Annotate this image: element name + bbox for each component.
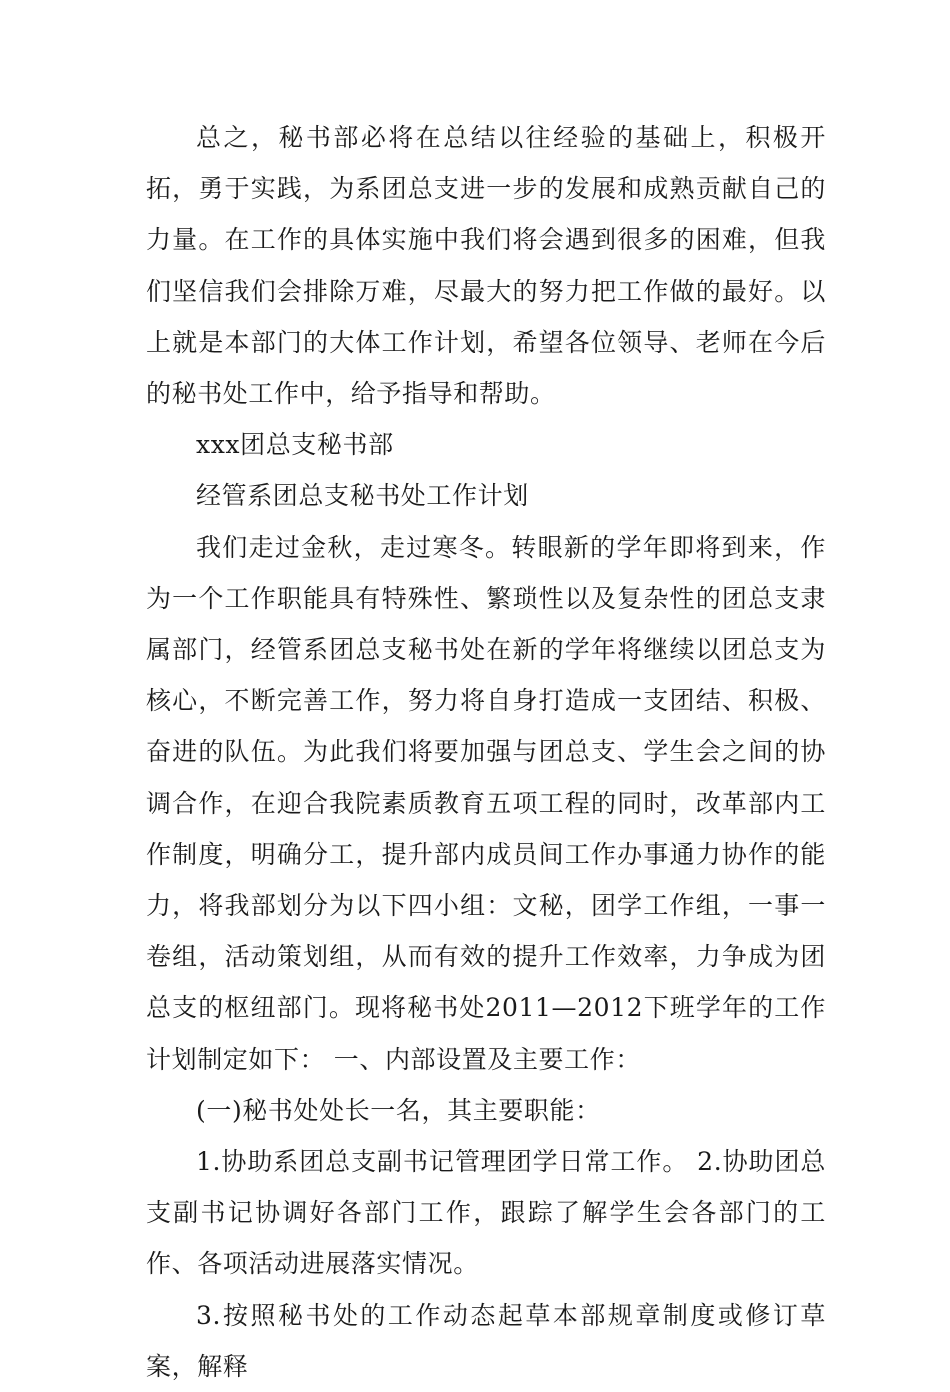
duties-paragraph: 1.协助系团总支副书记管理团学日常工作。 2.协助团总支副书记协调好各部门工作，跟踪了解学生会各部门的工作、各项活动进展落实情况。 bbox=[146, 1147, 826, 1279]
closing-paragraph: 总之，秘书部必将在总结以往经验的基础上，积极开拓，勇于实践，为系团总支进一步的发展和成熟贡献自己的力量。在工作的具体实施中我们将会遇到很多的困难，但我们坚信我们会排除万难，尽最大的努力把工作做的最好。以上就是本部门的大体工作计划，希望各位领导、老师在今后的秘书处工作中，给予指导和帮助。 bbox=[146, 123, 826, 409]
document-body bbox=[146, 112, 826, 1392]
signature-line: xxx团总支秘书部 bbox=[196, 430, 394, 460]
intro-paragraph: 我们走过金秋，走过寒冬。转眼新的学年即将到来，作为一个工作职能具有特殊性、繁琐性以及复杂性的团总支隶属部门，经管系团总支秘书处在新的学年将继续以团总支为核心，不断完善工作，努力将自身打造成一支团结、积极、奋进的队伍。为此我们将要加强与团总支、学生会之间的协调合作，在迎合我院素质教育五项工程的同时，改革部内工作制度，明确分工，提升部内成员间工作办事通力协作的能力，将我部划分为以下四小组：文秘，团学工作组，一事一卷组，活动策划组，从而有效的提升工作效率，力争成为团总支的枢纽部门。现将秘书处2011—2012下班学年的工作计划制定如下： 一、内部设置及主要工作： bbox=[146, 532, 826, 1074]
subsection-heading: (一)秘书处处长一名，其主要职能： bbox=[196, 1095, 601, 1125]
section-title: 经管系团总支秘书处工作计划 bbox=[196, 481, 529, 511]
duty-item-3: 3.按照秘书处的工作动态起草本部规章制度或修订草案，解释 bbox=[146, 1300, 826, 1381]
